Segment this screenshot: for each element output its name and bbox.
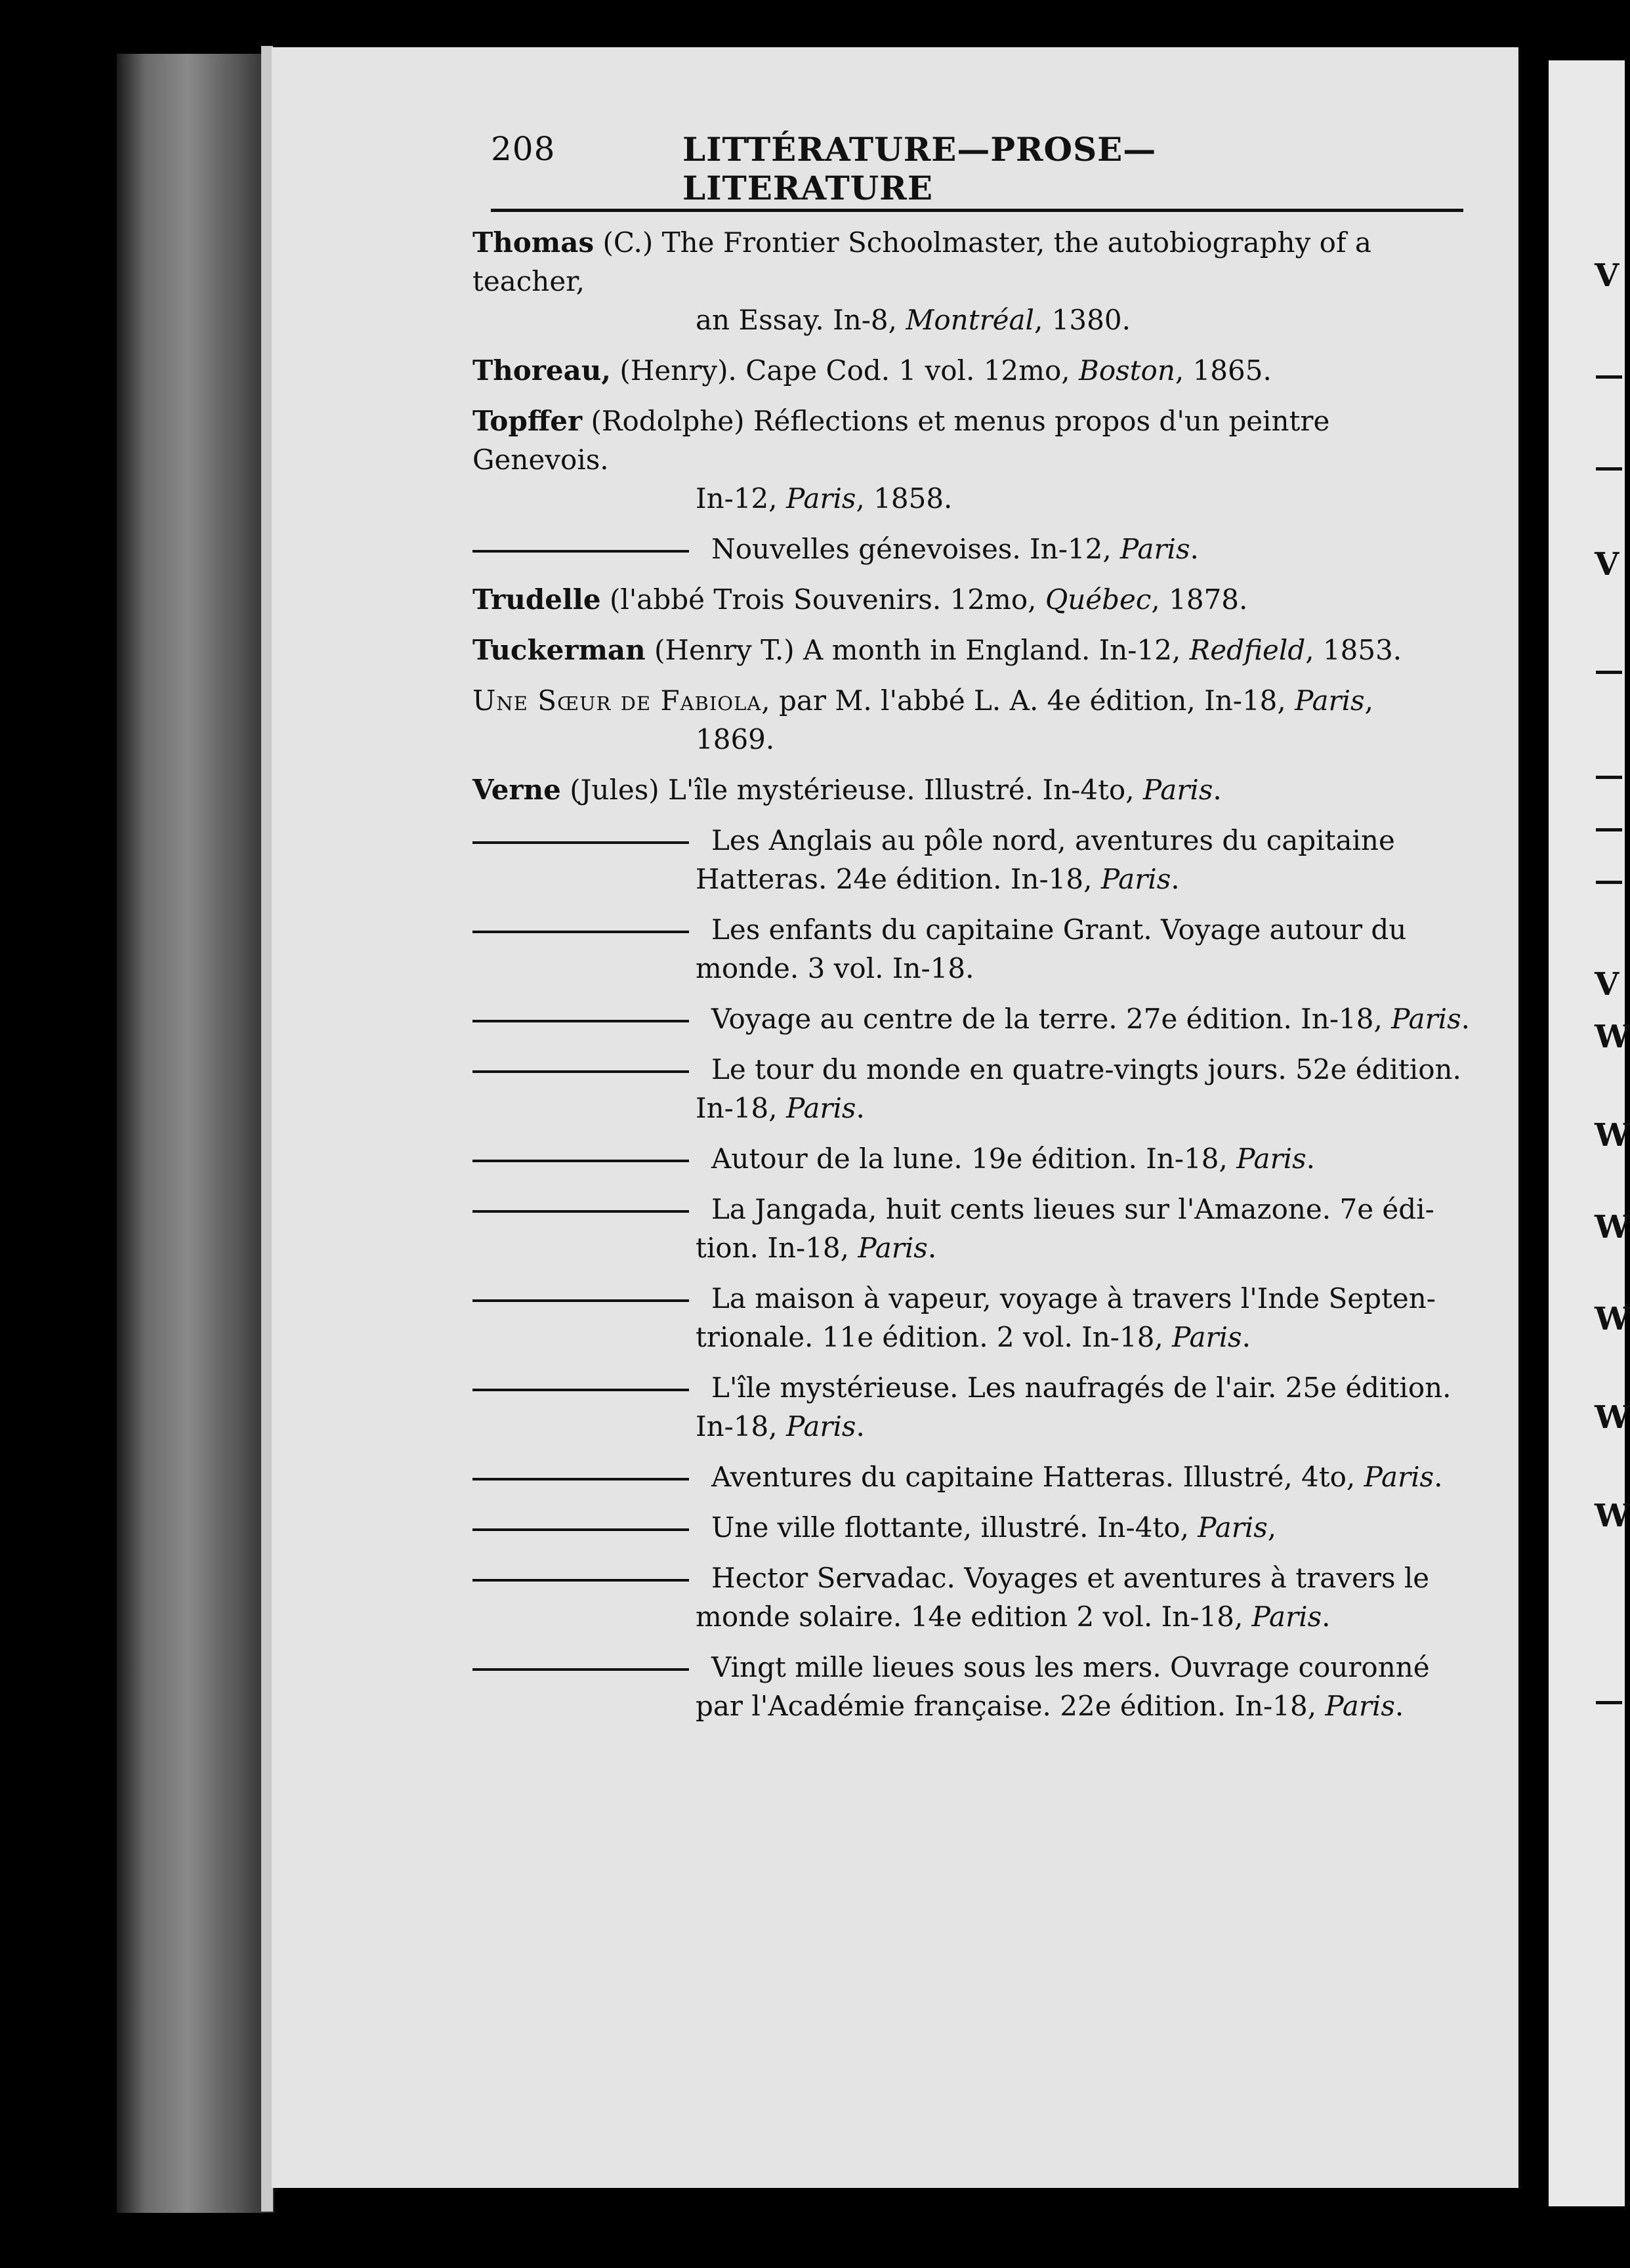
entry-text: an Essay. In-8, [696, 304, 906, 336]
entry-line-1 [472, 1559, 1470, 1597]
entry-place: Paris [858, 1232, 928, 1264]
entry-line-1 [472, 631, 1470, 669]
entry-place: Paris [1120, 533, 1190, 565]
bibliography-entry [472, 530, 1470, 568]
entry-text: Hatteras. 24e édition. In-18, [696, 863, 1101, 895]
facing-page [1549, 60, 1630, 2206]
entry-text: trionale. 11e édition. 2 vol. In-18, [696, 1321, 1173, 1353]
entry-text: Les enfants du capitaine Grant. Voyage autour du [711, 914, 1407, 946]
entry-author: Verne [472, 774, 561, 806]
entry-line-1 [472, 1139, 1470, 1178]
facing-dash [1596, 776, 1622, 779]
entry-text: . [1434, 1461, 1443, 1493]
entry-text: Autour de la lune. 19e édition. In-18, [711, 1143, 1237, 1175]
entry-author: Trudelle [472, 583, 601, 616]
facing-letter: W [1595, 1399, 1630, 1436]
entry-place: Paris [1325, 1690, 1395, 1722]
bibliography-entry [472, 681, 1470, 759]
entry-text: par l'Académie française. 22e édition. In-18, [696, 1690, 1326, 1722]
entry-text: . [856, 1410, 865, 1442]
facing-dash [1596, 1701, 1622, 1704]
entry-line-1 [472, 1458, 1470, 1496]
bibliography-entry [472, 999, 1470, 1038]
entry-line-1 [472, 1368, 1470, 1407]
entry-text: La Jangada, huit cents lieues sur l'Amazone. 7e édi- [711, 1193, 1434, 1225]
entry-line-1 [472, 770, 1470, 809]
entry-text: Les Anglais au pôle nord, aventures du capitaine [711, 824, 1395, 856]
entry-text: Une ville flottante, illustré. In-4to, [711, 1511, 1198, 1544]
entry-text: . [1322, 1601, 1331, 1633]
entry-text: Hector Servadac. Voyages et aventures à travers le [711, 1562, 1430, 1594]
ditto-dash [472, 1020, 689, 1022]
ditto-dash [472, 1160, 689, 1162]
running-title: LITTÉRATURE—PROSE—LITERATURE [682, 130, 1157, 207]
entry-text: In-18, [696, 1410, 786, 1442]
entry-place: Paris [785, 482, 856, 514]
entry-text: . [927, 1232, 937, 1264]
facing-letter: W [1595, 1209, 1630, 1246]
entry-text: Nouvelles génevoises. In-12, [711, 533, 1121, 565]
entry-line-1 [472, 821, 1470, 860]
entry-place: Paris [1251, 1601, 1322, 1633]
ditto-dash [472, 1389, 689, 1391]
entry-line-1 [472, 910, 1470, 949]
ditto-dash [472, 1070, 689, 1073]
entry-line-2 [472, 1089, 1470, 1127]
ditto-dash [472, 1299, 689, 1302]
entry-text: , 1878. [1151, 583, 1248, 616]
entry-text: Le tour du monde en quatre-vingts jours. 52e édition. [711, 1053, 1461, 1085]
entry-place: Redfield [1189, 634, 1306, 666]
entry-text: . [1171, 863, 1180, 895]
entry-line-1 [472, 530, 1470, 568]
entry-line-1 [472, 1279, 1470, 1318]
entry-text: . [1242, 1321, 1251, 1353]
entry-place: Paris [785, 1092, 856, 1124]
ditto-dash [472, 841, 689, 844]
ditto-dash [472, 1579, 689, 1582]
entry-text: tion. In-18, [696, 1232, 858, 1264]
entry-text: , 1380. [1034, 304, 1131, 336]
book-spine [117, 54, 274, 2213]
page-header [491, 130, 1337, 207]
entry-text: Voyage au centre de la terre. 27e édition. In-18, [711, 1003, 1392, 1035]
bibliography-entry [472, 1648, 1470, 1725]
entry-text: . [1461, 1003, 1471, 1035]
entry-line-1 [472, 223, 1470, 301]
entry-line-1 [472, 1508, 1470, 1547]
entry-place: Paris [1364, 1461, 1434, 1493]
entry-line-2 [472, 1687, 1470, 1725]
entry-text: , 1853. [1305, 634, 1402, 666]
facing-dash [1596, 881, 1622, 884]
entry-line-1 [472, 1190, 1470, 1228]
bibliography-entry [472, 1559, 1470, 1636]
facing-dash [1596, 375, 1622, 379]
bibliography-entry [472, 1508, 1470, 1547]
entry-place: Montréal [906, 304, 1034, 336]
entry-text: , 1858. [856, 482, 953, 514]
entry-text: Aventures du capitaine Hatteras. Illustré, 4to, [711, 1461, 1364, 1493]
bibliography-list [472, 223, 1470, 1737]
entry-place: Paris [1236, 1143, 1306, 1175]
entry-line-1 [472, 1050, 1470, 1089]
entry-author: Thoreau, [472, 354, 612, 387]
bibliography-entry [472, 402, 1470, 518]
entry-text: (Henry T.) A month in England. In-12, [645, 634, 1190, 666]
entry-text: (l'abbé Trois Souvenirs. 12mo, [600, 583, 1045, 616]
entry-text: Vingt mille lieues sous les mers. Ouvrage couronné [711, 1651, 1430, 1683]
entry-place: Boston [1078, 354, 1175, 387]
bibliography-entry [472, 351, 1470, 390]
bibliography-entry [472, 223, 1470, 339]
bibliography-entry [472, 1458, 1470, 1496]
facing-letter: W [1595, 1301, 1630, 1337]
facing-letter: W [1595, 1498, 1630, 1534]
entry-place: Paris [785, 1410, 856, 1442]
entry-line-2 [472, 1597, 1470, 1636]
entry-text: (Jules) L'île mystérieuse. Illustré. In-4to, [560, 774, 1143, 806]
entry-line-2 [472, 479, 1470, 518]
entry-line-1 [472, 351, 1470, 390]
entry-text: In-18, [696, 1092, 786, 1124]
bibliography-entry [472, 580, 1470, 619]
bibliography-entry [472, 631, 1470, 669]
entry-place: Paris [1391, 1003, 1461, 1035]
entry-text: La maison à vapeur, voyage à travers l'Inde Septen- [711, 1282, 1436, 1314]
entry-text: . [1394, 1690, 1404, 1722]
entry-text: (Rodolphe) Réflections et menus propos d'un peintre Genevois. [472, 405, 1330, 476]
ditto-dash [472, 1528, 689, 1531]
bibliography-entry [472, 1279, 1470, 1356]
facing-letter: V [1595, 546, 1620, 583]
bibliography-entry [472, 1368, 1470, 1446]
entry-place: Paris [1100, 863, 1171, 895]
entry-line-2 [472, 1228, 1470, 1267]
entry-place: Paris [1142, 774, 1213, 806]
bibliography-entry [472, 770, 1470, 809]
entry-text: , [1364, 684, 1373, 717]
entry-line-2 [472, 860, 1470, 898]
entry-text: L'île mystérieuse. Les naufragés de l'air. 25e édition. [711, 1372, 1452, 1404]
entry-author: Topffer [472, 405, 583, 437]
entry-place: Québec [1045, 583, 1152, 616]
entry-title-smallcaps: Une Sœur de Fabiola [472, 684, 762, 717]
entry-line-2 [472, 720, 1470, 759]
entry-line-2 [472, 1407, 1470, 1446]
entry-text: . [1213, 774, 1222, 806]
entry-line-2 [472, 301, 1470, 339]
facing-dash [1596, 828, 1622, 831]
facing-letter: W [1595, 1018, 1630, 1055]
entry-place: Paris [1295, 684, 1365, 717]
bibliography-entry [472, 1139, 1470, 1178]
entry-author: Thomas [472, 226, 595, 259]
facing-dash [1596, 467, 1622, 471]
entry-text: monde. 3 vol. In-18. [696, 952, 974, 984]
entry-line-1 [472, 1648, 1470, 1687]
entry-text: (C.) The Frontier Schoolmaster, the autobiography of a teacher, [472, 226, 1371, 297]
entry-text: , 1865. [1175, 354, 1272, 387]
entry-line-1 [472, 999, 1470, 1038]
entry-text: . [1306, 1143, 1316, 1175]
facing-letter: V [1595, 966, 1620, 1003]
entry-text: . [856, 1092, 865, 1124]
entry-place: Paris [1172, 1321, 1242, 1353]
header-rule [491, 209, 1463, 212]
bibliography-entry [472, 1190, 1470, 1267]
ditto-dash [472, 550, 689, 553]
facing-letter: V [1595, 257, 1620, 294]
entry-text: . [1190, 533, 1199, 565]
entry-text: 1869. [696, 723, 775, 755]
page-number: 208 [491, 130, 556, 168]
facing-dash [1596, 671, 1622, 674]
entry-text: monde solaire. 14e edition 2 vol. In-18, [696, 1601, 1252, 1633]
bibliography-entry [472, 910, 1470, 988]
entry-text: , par M. l'abbé L. A. 4e édition, In-18, [761, 684, 1295, 717]
entry-text: In-12, [696, 482, 786, 514]
entry-author: Tuckerman [472, 634, 646, 666]
ditto-dash [472, 1210, 689, 1213]
entry-line-2 [472, 1318, 1470, 1356]
entry-text: , [1267, 1511, 1277, 1544]
bibliography-entry [472, 821, 1470, 898]
ditto-dash [472, 931, 689, 933]
entry-text: (Henry). Cape Cod. 1 vol. 12mo, [611, 354, 1079, 387]
ditto-dash [472, 1668, 689, 1671]
bibliography-entry [472, 1050, 1470, 1127]
entry-line-2 [472, 949, 1470, 988]
facing-letter: W [1595, 1117, 1630, 1154]
entry-line-1 [472, 402, 1470, 479]
entry-line-1 [472, 580, 1470, 619]
entry-place: Paris [1198, 1511, 1268, 1544]
ditto-dash [472, 1478, 689, 1480]
entry-line-1 [472, 681, 1470, 720]
